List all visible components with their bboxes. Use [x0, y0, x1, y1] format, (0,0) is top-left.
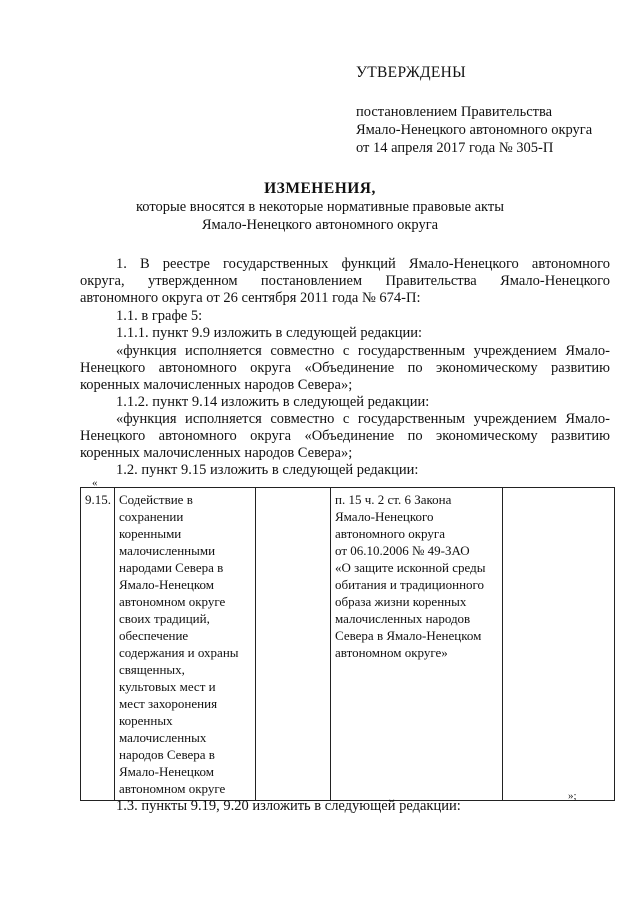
paragraph-1-3: 1.3. пункты 9.19, 9.20 изложить в следующей редакции: [116, 798, 461, 814]
quote-1-line-1: «функция исполняется совместно с государственным учреждением Ямало- [116, 343, 610, 359]
approval-line-2: Ямало-Ненецкого автономного округа [356, 122, 593, 138]
paragraph-1-1-1: 1.1.1. пункт 9.9 изложить в следующей редакции: [116, 325, 423, 341]
paragraph-1-2: 1.2. пункт 9.15 изложить в следующей редакции: [116, 462, 419, 478]
cell-empty-column-5 [503, 488, 615, 801]
approval-title: УТВЕРЖДЕНЫ [356, 64, 466, 81]
quote-2-line-3: коренных малочисленных народов Севера»; [80, 445, 353, 461]
quote-1-line-2: Ненецкого автономного округа «Объединение по экономическому развитию [80, 360, 610, 376]
paragraph-1-1: 1.1. в графе 5: [116, 308, 203, 324]
paragraph-1-line-1: 1. В реестре государственных функций Ямало-Ненецкого автономного [116, 256, 610, 272]
quote-2-line-1: «функция исполняется совместно с государственным учреждением Ямало- [116, 411, 610, 427]
changes-table [80, 487, 615, 801]
document-title: ИЗМЕНЕНИЯ, [264, 180, 376, 197]
table-row [81, 488, 615, 801]
paragraph-1-line-3: автономного округа от 26 сентября 2011 года № 674-П: [80, 290, 421, 306]
cell-item-number: 9.15. [81, 488, 115, 801]
cell-empty-column-3 [256, 488, 331, 801]
approval-line-3: от 14 апреля 2017 года № 305-П [356, 140, 554, 156]
approval-line-1: постановлением Правительства [356, 104, 553, 120]
document-subtitle-2: Ямало-Ненецкого автономного округа [201, 217, 439, 233]
paragraph-1-line-2: округа, утвержденном постановлением Правительства Ямало-Ненецкого [80, 273, 610, 289]
quote-2-line-2: Ненецкого автономного округа «Объединение по экономическому развитию [80, 428, 610, 444]
cell-legal-basis: п. 15 ч. 2 ст. 6 Закона Ямало-Ненецкого автономного округа от 06.10.2006 № 49-ЗАО «О защите исконной среды обитания и традиционного образа жизни коренных малочисленных народов Севера в Ямало-Ненецком автономном округе» [331, 488, 503, 801]
opening-quote: « [92, 477, 98, 489]
paragraph-1-1-2: 1.1.2. пункт 9.14 изложить в следующей редакции: [116, 394, 430, 410]
closing-quote: »; [568, 790, 577, 802]
cell-function-name: Содействие в сохранении коренными малочисленными народами Севера в Ямало-Ненецком автономном округе своих традиций, обеспечение содержания и охраны священных, культовых мест и мест захоронения коренных малочисленных народов Севера в Ямало-Ненецком автономном округе [115, 488, 256, 801]
document-subtitle-1: которые вносятся в некоторые нормативные правовые акты [135, 199, 504, 215]
quote-1-line-3: коренных малочисленных народов Севера»; [80, 377, 353, 393]
